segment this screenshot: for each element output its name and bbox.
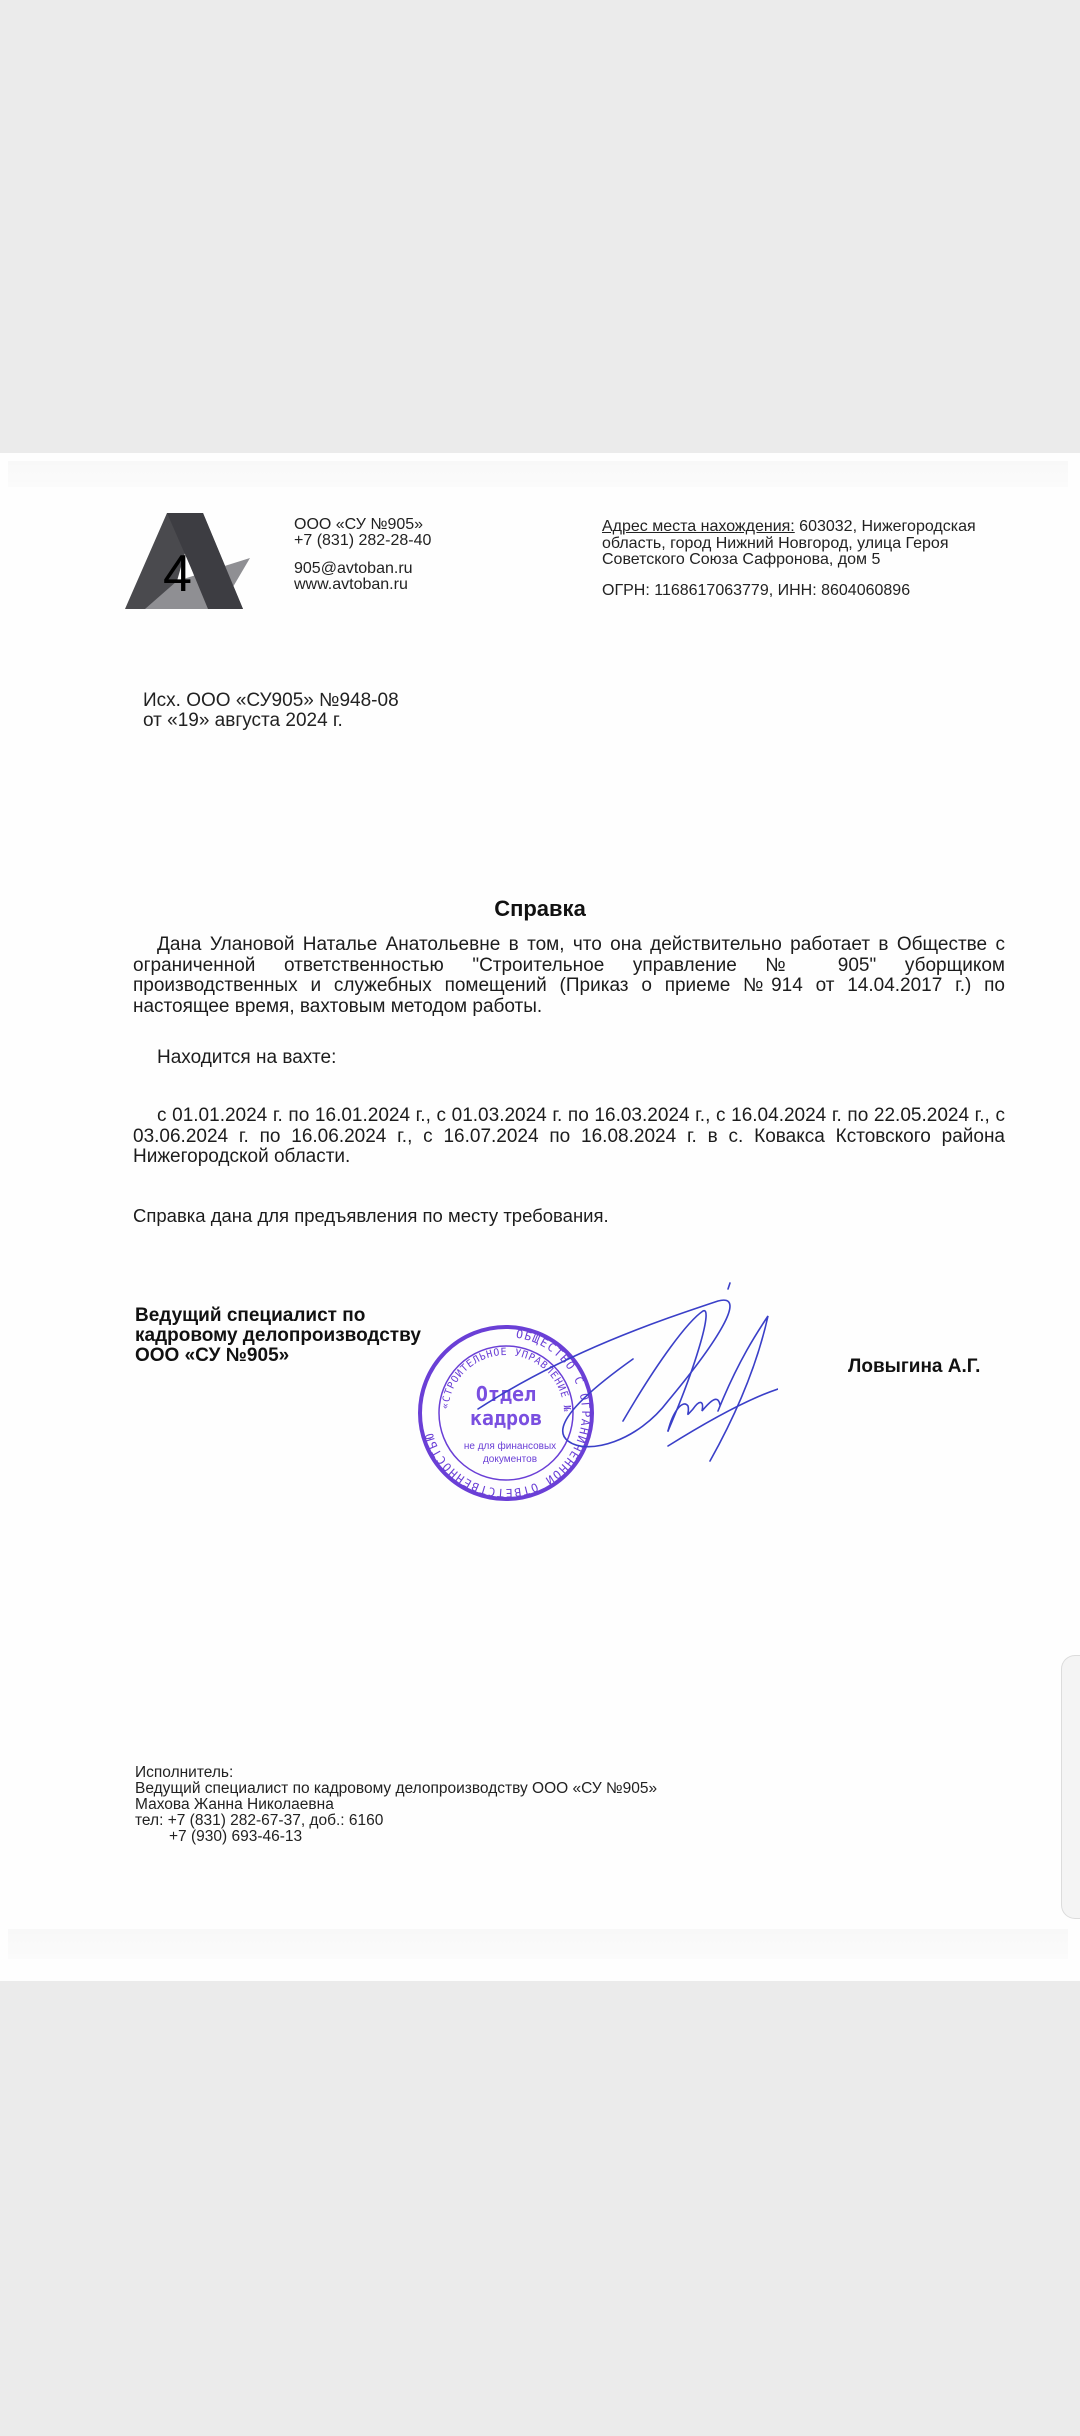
address-label: Адрес места нахождения: bbox=[602, 518, 795, 535]
scrollbar-handle[interactable] bbox=[1061, 1655, 1080, 1919]
address-value: 603032, Нижегородская область, город Нижний Новгород, улица Героя Советского Союза Сафронова, дом 5 bbox=[602, 518, 976, 568]
company-stamp bbox=[418, 1281, 778, 1521]
company-phone: +7 (831) 282-28-40 bbox=[294, 532, 432, 549]
body-paragraph-purpose: Справка дана для предъявления по месту требования. bbox=[133, 1205, 609, 1226]
address-text bbox=[602, 519, 1002, 569]
paragraph-text: с 01.01.2024 г. по 16.01.2024 г., с 01.03.2024 г. по 16.03.2024 г., с 16.04.2024 г. по 22.05.2024 г., с 03.06.2024 г. по 16.06.2024 г., с 16.07.2024 по 16.08.2024 г. в с. Ковакса Кстовского района Нижегородской области. bbox=[133, 1105, 1005, 1167]
outgoing-number: Исх. ООО «СУ905» №948-08 bbox=[143, 690, 399, 711]
company-website: www.avtoban.ru bbox=[294, 576, 408, 593]
executor-name: Махова Жанна Николаевна bbox=[135, 1796, 334, 1813]
header-address bbox=[602, 519, 1002, 599]
header-contacts bbox=[294, 517, 431, 593]
stamp-center-line2: кадров bbox=[469, 1406, 543, 1430]
handwritten-signature-icon bbox=[475, 1283, 778, 1461]
executor-phone-2: +7 (930) 693-46-13 bbox=[169, 1828, 303, 1845]
executor-phone-1: тел: +7 (831) 282-67-37, доб.: 6160 bbox=[135, 1812, 384, 1829]
paragraph-text: Дана Улановой Наталье Анатольевне в том, что она действительно работает в Обществе с ограниченной ответственностью "Строительное управление № 905" уборщиком производственных и служебных помещений (Приказ о приеме №914 от 14.04.2017 г.) по настоящее время, вахтовым методом работы. bbox=[133, 934, 1005, 1017]
document-page bbox=[0, 453, 1080, 1981]
signer-name: Ловыгина А.Г. bbox=[848, 1356, 981, 1377]
paragraph-text: Находится на вахте: bbox=[157, 1047, 337, 1068]
executor-position: Ведущий специалист по кадровому делопроизводству ООО «СУ №905» bbox=[135, 1780, 658, 1797]
document-title: Справка bbox=[494, 896, 586, 921]
registration-numbers: ОГРН: 1168617063779, ИНН: 8604060896 bbox=[602, 581, 911, 599]
outgoing-date: от «19» августа 2024 г. bbox=[143, 710, 343, 731]
outgoing-reference bbox=[143, 691, 399, 731]
stamp-note-line1: не для финансовых bbox=[463, 1441, 557, 1452]
body-paragraph-employment bbox=[133, 935, 1005, 1017]
company-email: 905@avtoban.ru bbox=[294, 560, 413, 577]
stamp-inner-text: «СТРОИТЕЛЬНОЕ УПРАВЛЕНИЕ № bbox=[440, 1346, 573, 1413]
stamp-note-line2: документов bbox=[482, 1454, 538, 1465]
signer-position-line: Ведущий специалист по bbox=[135, 1305, 366, 1326]
stamp-outer-text: ОБЩЕСТВО С ОГРАНИЧЕННОЙ ОТВЕТСТВЕННОСТЬЮ bbox=[421, 1326, 594, 1501]
signer-position-line: кадровому делопроизводству bbox=[135, 1325, 421, 1346]
scan-artifact-bottom bbox=[8, 1929, 1068, 1959]
stamp-center-line1: Отдел bbox=[475, 1382, 537, 1406]
body-paragraph-shift-heading bbox=[133, 1048, 1005, 1069]
body-paragraph-shift-dates bbox=[133, 1106, 1005, 1168]
signer-position-line: ООО «СУ №905» bbox=[135, 1345, 290, 1366]
company-name: ООО «СУ №905» bbox=[294, 516, 424, 533]
executor-label: Исполнитель: bbox=[135, 1764, 234, 1781]
signer-position bbox=[135, 1306, 421, 1366]
company-logo-a-icon bbox=[125, 513, 255, 613]
stamp-seal-icon bbox=[418, 1281, 593, 1500]
executor-block bbox=[135, 1765, 657, 1845]
logo-numeral: 4 bbox=[163, 545, 192, 603]
scan-artifact-top bbox=[8, 461, 1068, 487]
